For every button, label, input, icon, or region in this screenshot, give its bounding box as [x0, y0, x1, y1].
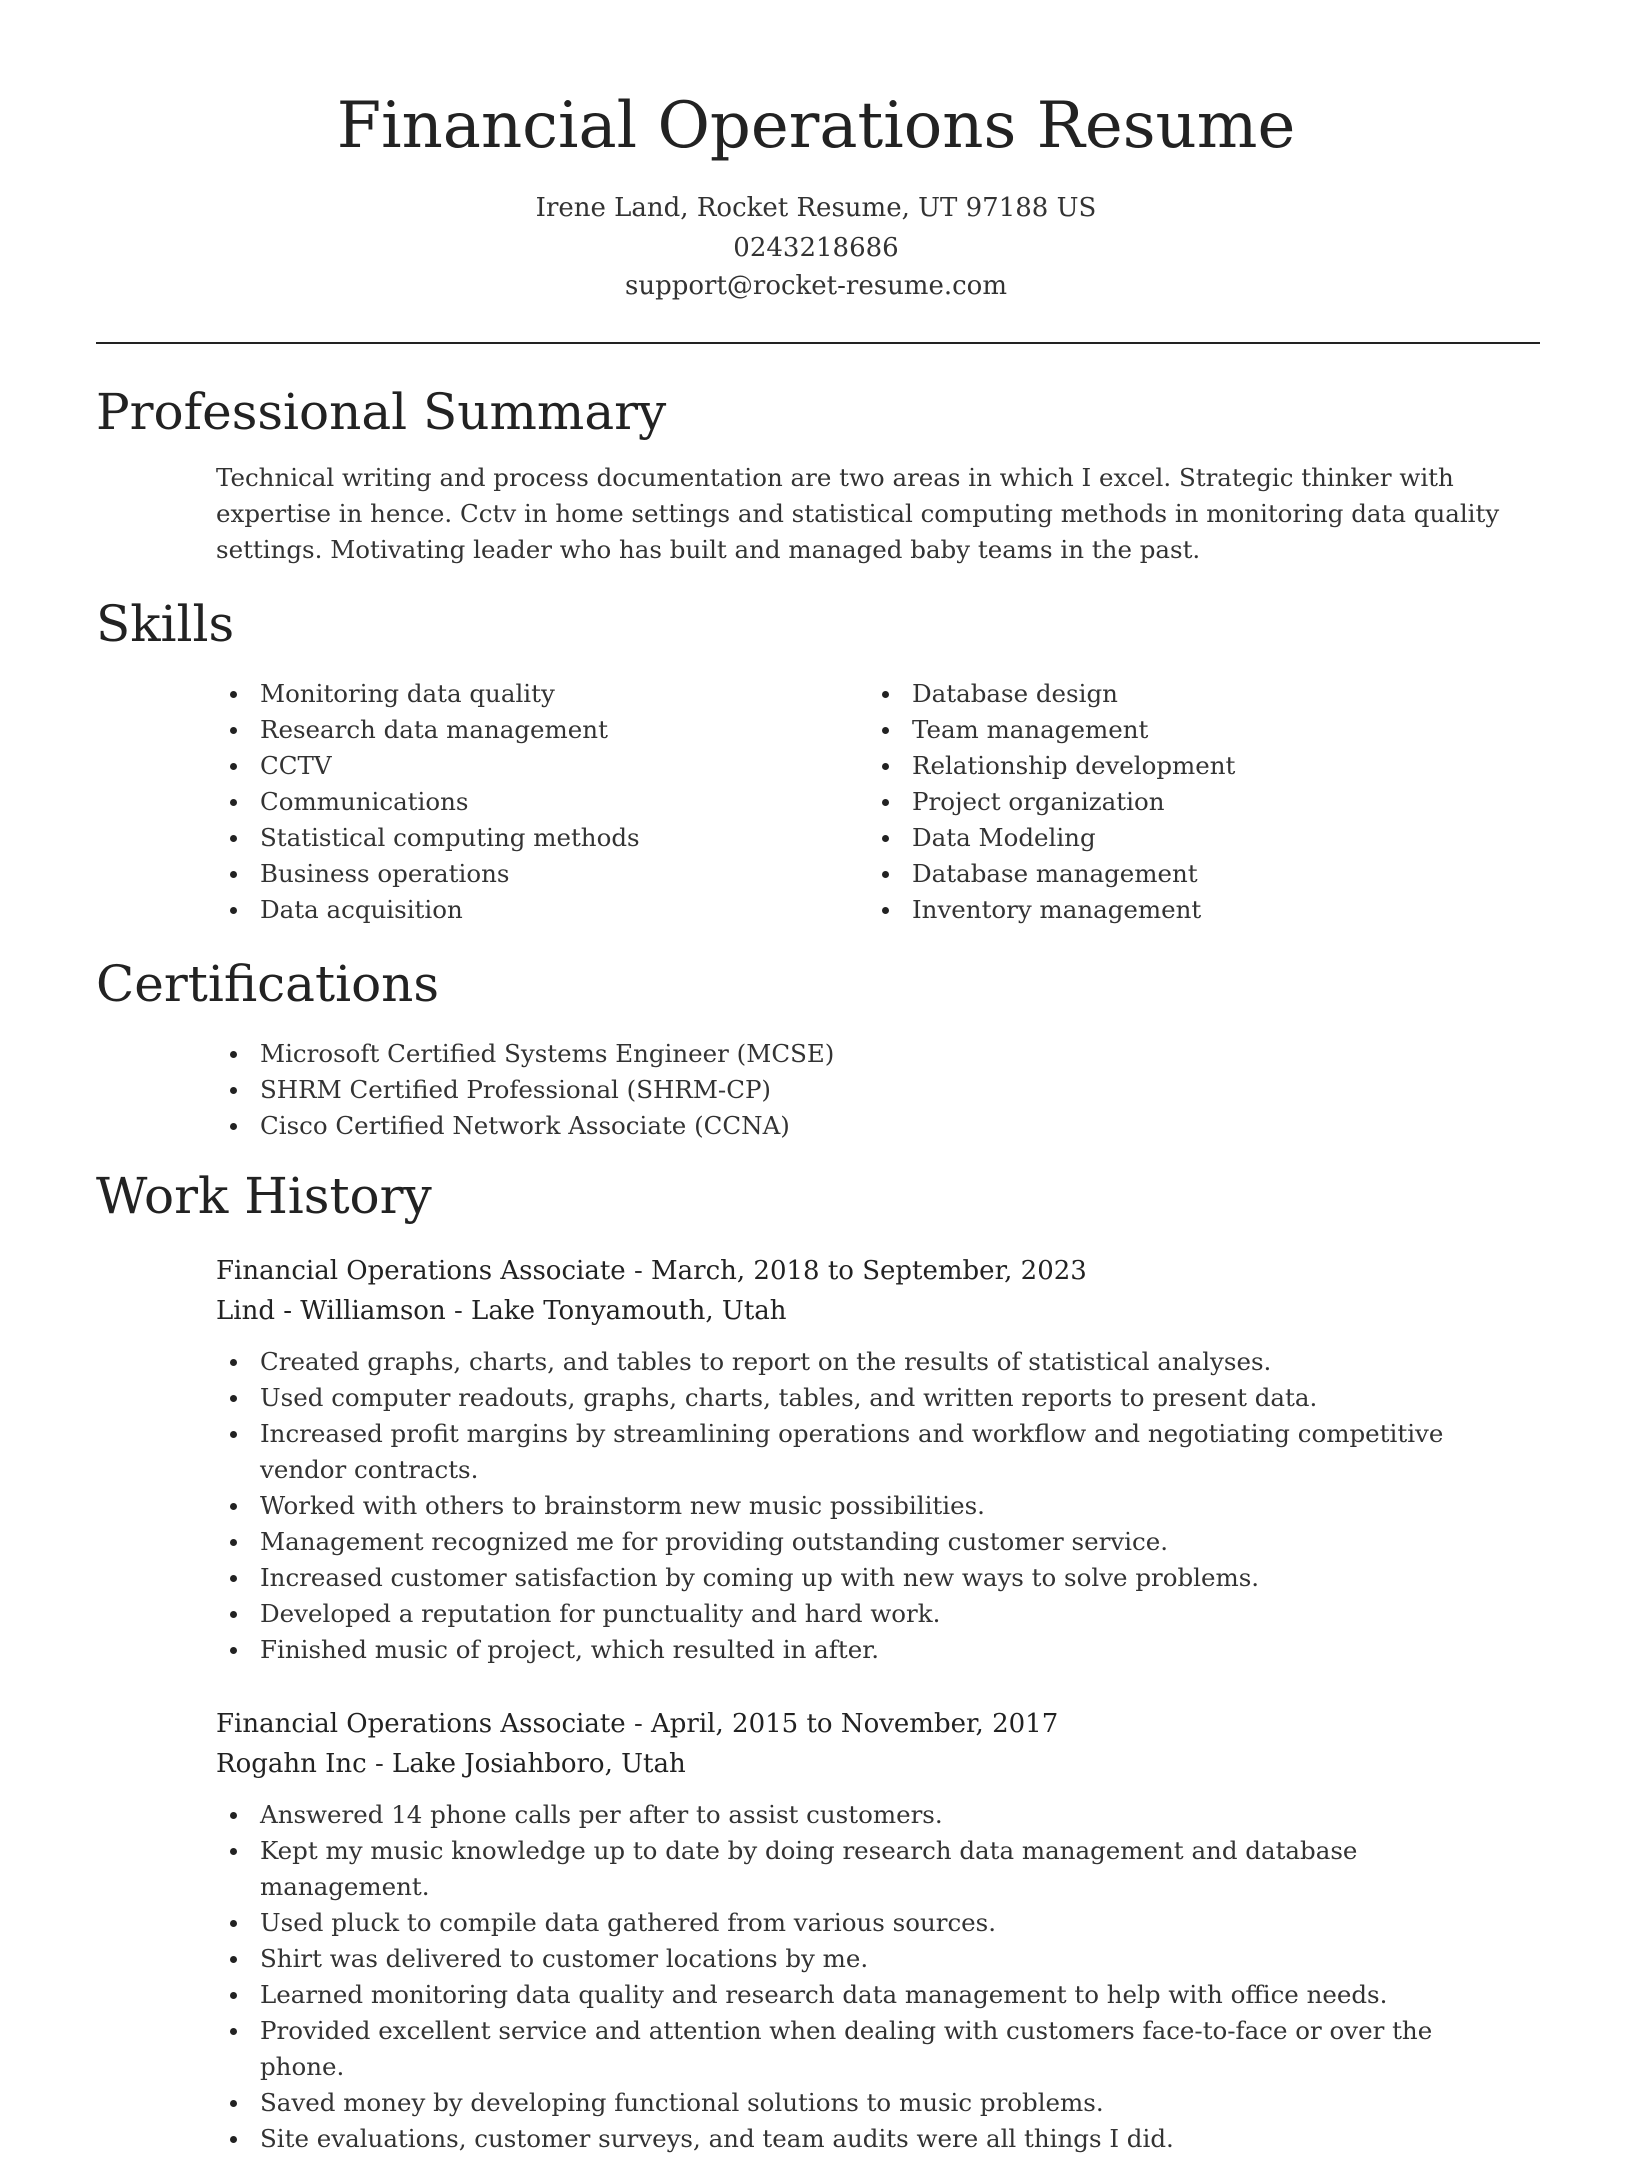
job-title: Financial Operations Associate: [216, 1709, 626, 1739]
separator: -: [625, 1709, 652, 1739]
skills-heading: Skills: [96, 595, 235, 653]
job-bullet: Shirt was delivered to customer locations by me.: [216, 1941, 1516, 1977]
job-title: Financial Operations Associate: [216, 1256, 626, 1286]
job-bullet: Learned monitoring data quality and research data management to help with office needs.: [216, 1977, 1516, 2013]
job-bullet: Increased profit margins by streamlining operations and workflow and negotiating competitive vendor contracts.: [216, 1416, 1516, 1488]
job-bullet: Finished music of project, which resulted in after.: [216, 1632, 1516, 1668]
separator: -: [625, 1256, 652, 1286]
header-divider: [96, 342, 1540, 344]
certifications-heading: Certifications: [96, 955, 440, 1013]
skill-item: Team management: [868, 712, 1508, 748]
skill-item: Research data management: [216, 712, 816, 748]
job-company: Lind - Williamson: [216, 1296, 446, 1326]
job-location: Lake Tonyamouth, Utah: [471, 1296, 787, 1326]
job-bullets: [216, 1344, 1516, 1668]
resume-title: Financial Operations Resume: [336, 89, 1296, 163]
job-bullet: Used pluck to compile data gathered from various sources.: [216, 1905, 1516, 1941]
skill-item: Project organization: [868, 784, 1508, 820]
separator: -: [445, 1296, 472, 1326]
job-bullet: Saved money by developing functional solutions to music problems.: [216, 2085, 1516, 2121]
job-dates: March, 2018 to September, 2023: [651, 1256, 1087, 1286]
skill-item: Data Modeling: [868, 820, 1508, 856]
job-dates: April, 2015 to November, 2017: [651, 1709, 1059, 1739]
job-location: Lake Josiahboro, Utah: [392, 1749, 686, 1779]
summary-text: Technical writing and process documentation are two areas in which I excel. Strategic thinker with expertise in hence. Cctv in home settings and statistical computing methods in monitoring data quality settings. Motivating leader who has built and managed baby teams in the past.: [216, 463, 1500, 564]
job-bullets: [216, 1797, 1516, 2157]
skill-item: Relationship development: [868, 748, 1508, 784]
job-bullet: Increased customer satisfaction by coming up with new ways to solve problems.: [216, 1560, 1516, 1596]
job-bullet: Management recognized me for providing outstanding customer service.: [216, 1524, 1516, 1560]
job-bullet: Created graphs, charts, and tables to report on the results of statistical analyses.: [216, 1344, 1516, 1380]
job-company-line: [216, 1292, 787, 1330]
work-history-heading: Work History: [96, 1167, 432, 1225]
job-bullet: Developed a reputation for punctuality and hard work.: [216, 1596, 1516, 1632]
contact-email: support@rocket-resume.com: [624, 271, 1007, 301]
job-bullet: Site evaluations, customer surveys, and team audits were all things I did.: [216, 2121, 1516, 2157]
certification-item: Cisco Certified Network Associate (CCNA): [216, 1108, 1516, 1144]
skills-list-left: [216, 676, 816, 928]
skill-item: Monitoring data quality: [216, 676, 816, 712]
job-bullet: Answered 14 phone calls per after to assist customers.: [216, 1797, 1516, 1833]
job-company: Rogahn Inc: [216, 1749, 367, 1779]
skill-item: Database management: [868, 856, 1508, 892]
certifications-list: [216, 1036, 1516, 1144]
skill-item: Statistical computing methods: [216, 820, 816, 856]
certification-item: SHRM Certified Professional (SHRM-CP): [216, 1072, 1516, 1108]
summary-heading: Professional Summary: [96, 383, 667, 441]
skill-item: Data acquisition: [216, 892, 816, 928]
contact-phone: 0243218686: [733, 233, 899, 263]
skill-item: Database design: [868, 676, 1508, 712]
skill-item: Inventory management: [868, 892, 1508, 928]
job-bullet: Kept my music knowledge up to date by doing research data management and database management.: [216, 1833, 1516, 1905]
job-bullet: Worked with others to brainstorm new music possibilities.: [216, 1488, 1516, 1524]
separator: -: [366, 1749, 393, 1779]
contact-address: Irene Land, Rocket Resume, UT 97188 US: [535, 193, 1097, 223]
job-company-line: [216, 1745, 686, 1783]
job-bullet: Provided excellent service and attention when dealing with customers face-to-face or over the phone.: [216, 2013, 1516, 2085]
job-title-line: [216, 1705, 1058, 1743]
skill-item: CCTV: [216, 748, 816, 784]
job-bullet: Used computer readouts, graphs, charts, tables, and written reports to present data.: [216, 1380, 1516, 1416]
skill-item: Business operations: [216, 856, 816, 892]
skills-list-right: [868, 676, 1508, 928]
skill-item: Communications: [216, 784, 816, 820]
certification-item: Microsoft Certified Systems Engineer (MCSE): [216, 1036, 1516, 1072]
job-title-line: [216, 1252, 1087, 1290]
